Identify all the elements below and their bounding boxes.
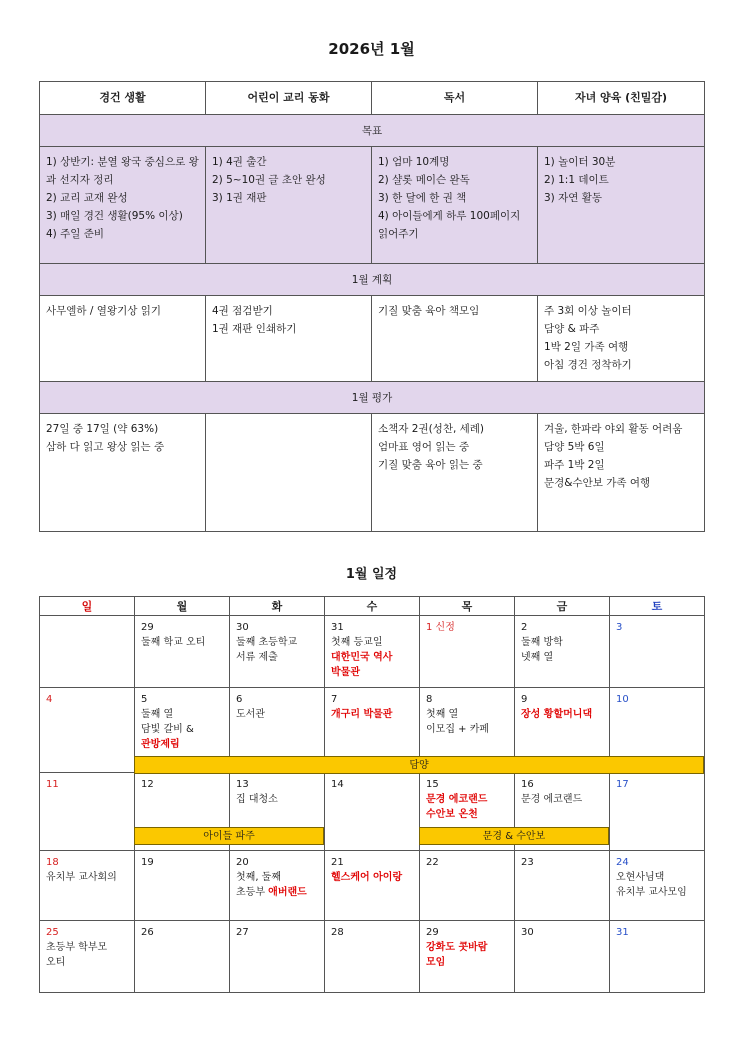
header-parenting: 자녀 양육 (친밀감): [538, 82, 705, 115]
day-number: 6: [236, 694, 243, 705]
header-reading: 독서: [372, 82, 538, 115]
day-number: 24: [616, 857, 629, 868]
event-text: [230, 870, 324, 885]
weekday-header: 목: [420, 597, 515, 616]
day-number: 1 신정: [426, 622, 455, 633]
calendar-day-cell[interactable]: [230, 616, 325, 688]
event-label: 집 대청소: [236, 794, 278, 805]
goal-cell-line: 3) 자연 활동: [544, 192, 603, 204]
day-number: 28: [331, 927, 344, 938]
calendar-day-cell[interactable]: [325, 851, 420, 921]
goal-cell-line: 2) 교리 교재 완성: [46, 192, 128, 204]
plan-cell-1: [40, 296, 206, 382]
event-label: 수안보 온천: [426, 809, 478, 820]
plan-cell-line: 1박 2일 가족 여행: [544, 341, 629, 353]
calendar-day-cell[interactable]: [610, 773, 705, 851]
event-label: 도서관: [236, 709, 265, 720]
calendar-day-cell[interactable]: [610, 616, 705, 688]
event-label: 초등부: [236, 887, 269, 898]
event-text: [420, 940, 514, 955]
event-label: 둘째 초등학교: [236, 637, 298, 648]
eval-cell-4: [538, 414, 705, 532]
goal-cell-line: 3) 1권 재판: [212, 192, 267, 204]
event-label: 오현사님댁: [616, 872, 665, 883]
event-text: [610, 870, 704, 885]
schedule-title: 1월 일정: [345, 567, 398, 582]
eval-cell-line: 담양 5박 6일: [544, 441, 605, 453]
day-number: 2: [521, 622, 528, 633]
plan-cell-2: [206, 296, 372, 382]
event-label: 첫째 등교일: [331, 637, 383, 648]
header-devotion: 경건 생활: [40, 82, 206, 115]
day-number: 21: [331, 857, 344, 868]
event-text: [40, 940, 134, 955]
eval-cell-line: 27일 중 17일 (약 63%): [46, 423, 159, 435]
calendar-day-cell[interactable]: [325, 921, 420, 993]
event-text: [515, 707, 609, 722]
event-text: [135, 737, 229, 752]
plan-cell-line: 주 3회 이상 놀이터: [544, 305, 632, 317]
eval-band: 1월 평가: [40, 382, 705, 414]
event-text: [40, 870, 134, 885]
day-number: 29: [426, 927, 439, 938]
calendar-day-cell[interactable]: [420, 616, 515, 688]
calendar-day-cell[interactable]: [515, 921, 610, 993]
event-label: 헬스케어 아이랑: [331, 872, 403, 883]
calendar-day-cell[interactable]: [40, 688, 135, 773]
eval-cell-line: 엄마표 영어 읽는 중: [378, 441, 470, 453]
event-label: 모임: [426, 957, 446, 968]
plan-cell-line: 4권 점검받기: [212, 305, 273, 317]
day-number: 18: [46, 857, 59, 868]
event-bar-mungyeong-suanbo: 문경 & 수안보: [419, 827, 609, 845]
event-label: 첫째 열: [426, 709, 459, 720]
event-label: 개구리 박물관: [331, 709, 393, 720]
event-text: [325, 650, 419, 665]
event-text: [420, 707, 514, 722]
event-text: [515, 792, 609, 807]
plan-cell-3: [372, 296, 538, 382]
eval-cell-2: [206, 414, 372, 532]
day-number: 30: [521, 927, 534, 938]
event-label: 문경 에코랜드: [426, 794, 488, 805]
plan-cell-line: 1권 재판 인쇄하기: [212, 323, 297, 335]
eval-cell-line: 문경&수안보 가족 여행: [544, 477, 651, 489]
event-text: [135, 635, 229, 650]
event-label: 관방제림: [141, 739, 180, 750]
goal-cell-line: 2) 1:1 데이트: [544, 174, 609, 186]
day-number: 14: [331, 779, 344, 790]
event-label: 강화도 콧바람: [426, 942, 488, 953]
day-number: 5: [141, 694, 148, 705]
eval-cell-3: [372, 414, 538, 532]
calendar-table: [39, 596, 705, 993]
event-label: 이모집 + 카페: [426, 724, 490, 735]
event-label: 둘째 열: [141, 709, 174, 720]
calendar-day-cell[interactable]: [610, 851, 705, 921]
event-text: [135, 722, 229, 737]
event-text: [610, 885, 704, 900]
event-text: [230, 650, 324, 665]
calendar-day-cell[interactable]: [135, 851, 230, 921]
day-number: 11: [46, 779, 59, 790]
event-text: [230, 635, 324, 650]
day-number: 20: [236, 857, 249, 868]
calendar-day-cell[interactable]: [40, 773, 135, 851]
day-number: 3: [616, 622, 623, 633]
plan-cell-line: 아침 경건 정착하기: [544, 359, 632, 371]
calendar-day-cell[interactable]: [135, 616, 230, 688]
event-label: 둘째 학교 오티: [141, 637, 206, 648]
weekday-header: 화: [230, 597, 325, 616]
event-label: 유치부 교사회의: [46, 872, 117, 883]
weekday-header: 월: [135, 597, 230, 616]
calendar-day-cell[interactable]: [135, 921, 230, 993]
goal-cell-3: [372, 147, 538, 264]
goal-cell-line: 4) 주일 준비: [46, 228, 105, 240]
calendar-day-cell[interactable]: [420, 921, 515, 993]
event-text: [230, 792, 324, 807]
day-number: 17: [616, 779, 629, 790]
goal-cell-1: [40, 147, 206, 264]
event-label: 대한민국 역사: [331, 652, 393, 663]
day-number: 19: [141, 857, 154, 868]
day-number: 22: [426, 857, 439, 868]
eval-cell-line: 삼하 다 읽고 왕상 읽는 중: [46, 441, 165, 453]
plan-cell-line: 사무엘하 / 열왕기상 읽기: [46, 305, 161, 317]
monthly-plan-table: [39, 81, 705, 532]
event-label: 박물관: [331, 667, 360, 678]
goal-cell-4: [538, 147, 705, 264]
goal-cell-line: 2) 샬롯 메이슨 완독: [378, 174, 470, 186]
goal-cell-line: 4) 아이들에게 하루 100페이지 읽어주기: [378, 210, 524, 240]
event-text: [420, 955, 514, 970]
plan-cell-line: 담양 & 파주: [544, 323, 600, 335]
event-label: 넷째 열: [521, 652, 554, 663]
goal-cell-line: 1) 엄마 10계명: [378, 156, 450, 168]
event-label: 첫째, 둘째: [236, 872, 281, 883]
eval-cell-line: 겨울, 한파라 야외 활동 어려움: [544, 423, 683, 435]
goal-cell-2: [206, 147, 372, 264]
day-number: 30: [236, 622, 249, 633]
calendar-day-cell[interactable]: [230, 851, 325, 921]
event-label: 서류 제출: [236, 652, 278, 663]
event-text: [230, 707, 324, 722]
day-number: 9: [521, 694, 528, 705]
calendar-day-cell[interactable]: [610, 921, 705, 993]
day-number: 13: [236, 779, 249, 790]
day-number: 27: [236, 927, 249, 938]
event-text: [40, 955, 134, 970]
day-number: 29: [141, 622, 154, 633]
eval-cell-line: 파주 1박 2일: [544, 459, 605, 471]
event-bar-kids-paju: 아이들 파주: [134, 827, 324, 845]
event-label: 유치부 교사모임: [616, 887, 687, 898]
plan-cell-4: [538, 296, 705, 382]
goal-cell-line: 2) 5~10권 글 초안 완성: [212, 174, 326, 186]
event-text: [515, 650, 609, 665]
day-number: 31: [616, 927, 629, 938]
eval-cell-line: 기질 맞춤 육아 읽는 중: [378, 459, 483, 471]
plan-band: 1월 계획: [40, 264, 705, 296]
weekday-header: 토: [610, 597, 705, 616]
event-label: 초등부 학부모: [46, 942, 108, 953]
calendar-day-cell[interactable]: [230, 921, 325, 993]
event-text: [230, 885, 324, 900]
event-text: [515, 635, 609, 650]
day-number: 25: [46, 927, 59, 938]
event-text: [325, 870, 419, 885]
event-text: [325, 665, 419, 680]
calendar-day-cell[interactable]: [40, 921, 135, 993]
plan-cell-line: 기질 맞춤 육아 책모임: [378, 305, 480, 317]
calendar-day-cell[interactable]: [515, 851, 610, 921]
calendar-day-cell[interactable]: [40, 616, 135, 688]
weekday-header: 일: [40, 597, 135, 616]
goal-cell-line: 1) 상반기: 분열 왕국 중심으로 왕과 선지자 정리: [46, 156, 199, 186]
goal-cell-line: 1) 놀이터 30분: [544, 156, 616, 168]
calendar-day-cell[interactable]: [420, 851, 515, 921]
event-label: 문경 에코랜드: [521, 794, 583, 805]
weekday-header: 수: [325, 597, 420, 616]
weekday-header: 금: [515, 597, 610, 616]
event-text: [325, 707, 419, 722]
day-number: 7: [331, 694, 338, 705]
header-kids-catechism: 어린이 교리 동화: [206, 82, 372, 115]
day-number: 26: [141, 927, 154, 938]
day-number: 23: [521, 857, 534, 868]
event-text: [420, 722, 514, 737]
goal-cell-line: 3) 매일 경건 생활(95% 이상): [46, 210, 183, 222]
event-bar-damyang: 담양: [134, 756, 704, 774]
calendar-day-cell[interactable]: [325, 773, 420, 851]
day-number: 8: [426, 694, 433, 705]
day-number: 4: [46, 694, 53, 705]
goal-cell-line: 3) 한 달에 한 권 책: [378, 192, 467, 204]
day-number: 10: [616, 694, 629, 705]
eval-cell-1: [40, 414, 206, 532]
event-text: [420, 807, 514, 822]
day-number: 15: [426, 779, 439, 790]
calendar-day-cell[interactable]: [515, 616, 610, 688]
calendar-day-cell[interactable]: [325, 616, 420, 688]
event-highlight: 애버랜드: [268, 887, 307, 898]
event-label: 오티: [46, 957, 66, 968]
goals-band: 목표: [40, 115, 705, 147]
day-number: 12: [141, 779, 154, 790]
eval-cell-line: 소책자 2권(성찬, 세례): [378, 423, 485, 435]
event-text: [420, 792, 514, 807]
day-number: 16: [521, 779, 534, 790]
event-label: 장성 황할머니댁: [521, 709, 593, 720]
day-number: 31: [331, 622, 344, 633]
page-title: 2026년 1월: [328, 40, 415, 58]
event-label: 둘째 방학: [521, 637, 563, 648]
event-text: [135, 707, 229, 722]
event-label: 담빛 갈비 &: [141, 724, 194, 735]
calendar-day-cell[interactable]: [40, 851, 135, 921]
event-text: [325, 635, 419, 650]
goal-cell-line: 1) 4권 출간: [212, 156, 267, 168]
